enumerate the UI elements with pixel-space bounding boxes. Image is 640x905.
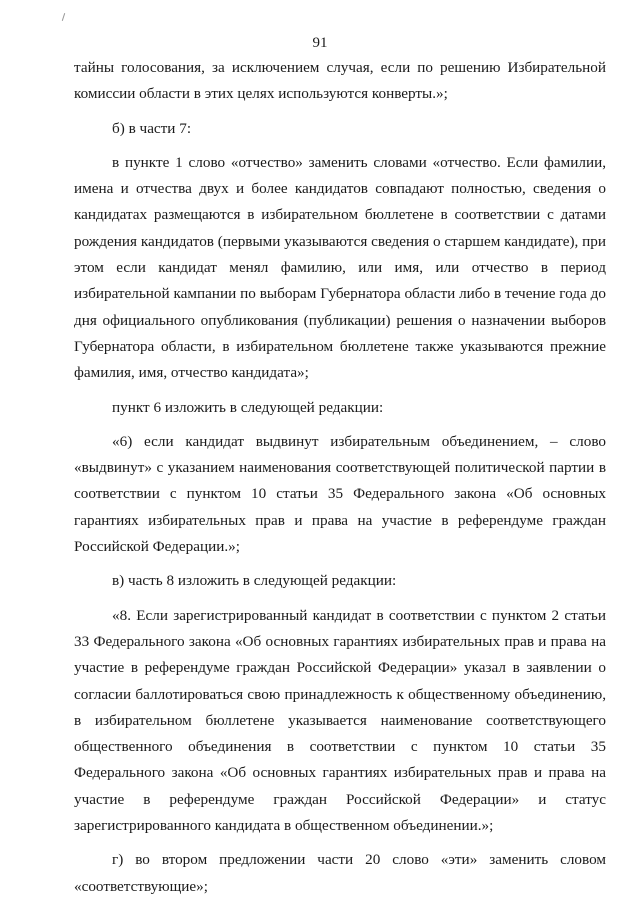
paragraph-6: в) часть 8 изложить в следующей редакции: bbox=[112, 572, 397, 590]
page-number: 91 bbox=[312, 35, 328, 51]
paragraph-7: «8. Если зарегистрированный кандидат в соответствии с пунктом 2 статьи 33 Федерального закона «Об основных гарантиях избирательных прав и права на участие в референдуме граждан Российской Федерации» указал в заявлении о согласии баллотироваться свою принадлежность к общественному объединению, в избирательном бюллетене указывается наименование соответствующего общественного объединения в соответствии с пунктом 10 статьи 35 Федерального закона «Об основных гарантиях избирательных прав и права на участие в референдуме граждан Российской Федерации» и статус зарегистрированного кандидата в общественном объединении.»; bbox=[74, 606, 606, 835]
paragraph-5: «6) если кандидат выдвинут избирательным объединением, – слово «выдвинут» с указанием наименования соответствующей политической партии в соответствии с пунктом 10 статьи 35 Федерального закона «Об основных гарантиях избирательных прав и права на участие в референдуме граждан Российской Федерации.»; bbox=[74, 432, 606, 556]
paragraph-1: тайны голосования, за исключением случая, если по решению Избирательной комиссии области в этих целях используются конверты.»; bbox=[74, 59, 606, 103]
document-body bbox=[74, 55, 606, 900]
paragraph-8: г) во втором предложении части 20 слово «эти» заменить словом «соответствующие»; bbox=[74, 851, 606, 895]
paragraph-3: в пункте 1 слово «отчество» заменить словами «отчество. Если фамилии, имена и отчества двух и более кандидатов совпадают полностью, сведения о кандидатах размещаются в избирательном бюллетене в соответствии с датами рождения кандидатов (первыми указываются сведения о старшем кандидате), при этом если кандидат менял фамилию, или имя, или отчество в период избирательной кампании по выборам Губернатора области либо в течение года до дня официального опубликования (публикации) решения о назначении выборов Губернатора области, в избирательном бюллетене также указываются прежние фамилия, имя, отчество кандидата»; bbox=[74, 153, 606, 382]
scan-mark bbox=[62, 13, 65, 21]
paragraph-2: б) в части 7: bbox=[112, 119, 192, 137]
paragraph-4: пункт 6 изложить в следующей редакции: bbox=[112, 398, 384, 416]
